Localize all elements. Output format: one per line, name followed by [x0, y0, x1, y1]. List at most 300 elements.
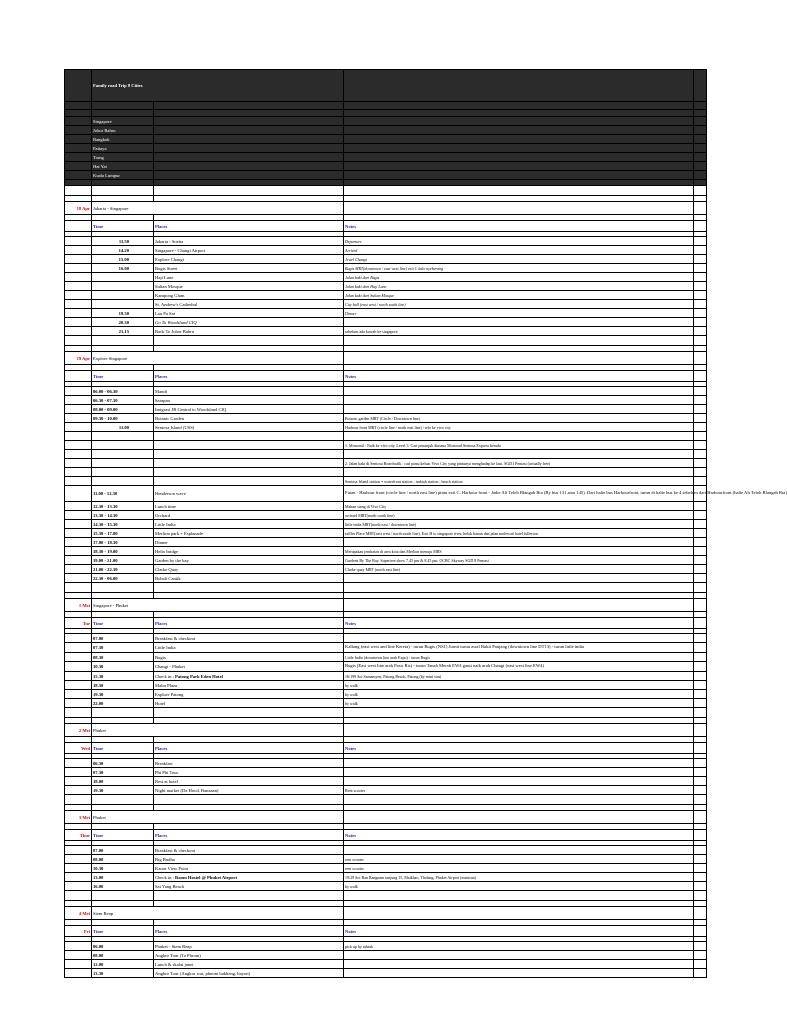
col-places-header: Places — [154, 926, 344, 937]
table-row — [65, 759, 707, 768]
time-cell — [92, 291, 154, 300]
time-cell: 21.00 - 22.30 — [92, 565, 154, 574]
day-title: Jakarta - Singapore — [92, 202, 344, 215]
table-row — [65, 891, 707, 901]
place-cell — [154, 768, 344, 777]
note-cell: 2. Jalan kaki di Sentosa Boardwalk : cari pintu keluar Vivo City yang pintunya menghadap ke laut. SGD1 Pemasi (actually free) — [344, 459, 694, 468]
note-cell: Harbour front MRT (circle line / north east line) / telo ke vivo city — [344, 423, 694, 432]
table-row — [65, 237, 707, 246]
place-label: Bugis — [155, 654, 166, 660]
table-row — [65, 768, 707, 777]
time-cell: 11.50 — [92, 237, 154, 246]
time-cell: 06.00 — [92, 942, 154, 951]
note-cell: Dinner — [344, 309, 694, 318]
note-cell — [344, 969, 694, 978]
place-cell — [154, 882, 344, 891]
time-cell: 14.20 — [92, 246, 154, 255]
table-row — [65, 432, 707, 441]
note-cell — [344, 574, 694, 583]
place-cell — [154, 855, 344, 864]
place-cell — [154, 502, 344, 511]
place-cell — [154, 634, 344, 643]
day-date: 4 Mei — [65, 907, 92, 920]
day-weekday: Fri — [65, 926, 92, 937]
table-row — [65, 352, 707, 365]
time-cell: 08.30 — [92, 653, 154, 662]
note-cell — [344, 387, 694, 396]
city-item: Bangkok — [92, 135, 154, 144]
note-cell: Sentosa Island station = waterfront station ; imbiah station ; beach station — [344, 477, 694, 486]
place-cell — [154, 387, 344, 396]
time-cell — [92, 477, 154, 486]
table-row — [65, 221, 707, 232]
time-cell: 07.30 — [92, 643, 154, 653]
place-label: Hotel — [155, 700, 166, 706]
table-row — [65, 520, 707, 529]
place-label: Phi Phi Tour — [155, 769, 179, 775]
table-row — [65, 873, 707, 882]
place-label: Breakfast & checkout — [155, 847, 196, 853]
note-cell: Gardens By The Bay. Supertree show 7.45 pm & 8.45 pm. OCBC Skyway SGD 8 Pemasi — [344, 556, 694, 565]
document-title: Family road Trip 8 Cities — [92, 70, 344, 102]
note-cell: Makan siang di Vivo City — [344, 502, 694, 511]
place-label: Karon View Point — [155, 865, 189, 871]
itinerary-table — [64, 69, 787, 978]
note-cell: 19/29 Soi Ban Bangnam tanjung 15, Maikhao, Thalang, Phuket Airport (minivan) — [344, 873, 694, 882]
note-cell: Arrived — [344, 246, 694, 255]
note-cell — [344, 450, 694, 459]
table-row — [65, 502, 707, 511]
table-row — [65, 681, 707, 690]
time-cell — [92, 273, 154, 282]
time-cell: 08.00 — [92, 855, 154, 864]
time-cell: 14.30 - 15.30 — [92, 520, 154, 529]
place-label: Garden by the bay — [155, 557, 189, 563]
table-row — [65, 864, 707, 873]
time-cell: 10.30 — [92, 662, 154, 672]
table-row — [65, 477, 707, 486]
place-label: Breakfast & checkout — [155, 635, 196, 641]
table-row — [65, 583, 707, 593]
time-cell: 07.00 — [92, 634, 154, 643]
place-cell — [154, 759, 344, 768]
time-cell: 19.00 - 21.00 — [92, 556, 154, 565]
note-cell: Jalan kaki dari Sultan Mosque — [344, 291, 694, 300]
day-date: 2 Mei — [65, 724, 92, 737]
col-notes-header: Notes — [344, 371, 694, 382]
city-item: Kuala Lumpur — [92, 171, 154, 180]
place-label: Malin Plaza — [155, 682, 178, 688]
place-label: Imigrasi JB Central to Woodsland CIQ — [155, 406, 227, 412]
note-cell: by walk — [344, 681, 694, 690]
place-cell — [154, 681, 344, 690]
table-row — [65, 786, 707, 795]
col-notes-header: Notes — [344, 743, 694, 754]
table-row — [65, 459, 707, 468]
table-row — [65, 135, 707, 144]
time-cell — [92, 300, 154, 309]
place-cell — [154, 468, 344, 477]
col-places-header: Places — [154, 743, 344, 754]
note-cell: rent scooter — [344, 855, 694, 864]
place-label: Haji Lane — [155, 274, 174, 280]
note-cell — [344, 777, 694, 786]
place-cell — [154, 414, 344, 423]
note-cell — [344, 538, 694, 547]
table-row — [65, 653, 707, 662]
place-label: Bobok Cantik — [155, 575, 181, 581]
table-row — [65, 117, 707, 126]
table-row — [65, 599, 707, 612]
day-title: Phuket — [92, 811, 344, 824]
table-row — [65, 951, 707, 960]
time-cell: 13.30 - 14.30 — [92, 511, 154, 520]
place-cell — [154, 547, 344, 556]
place-label: Sarapan — [155, 397, 170, 403]
place-cell — [154, 942, 344, 951]
time-cell: 08.00 - 09.00 — [92, 405, 154, 414]
time-cell: 19.30 — [92, 309, 154, 318]
day-date: 18 Apr — [65, 202, 92, 215]
note-cell — [344, 634, 694, 643]
note-cell: Kallang (east west and line Kereta) - turun Bugis (NS1) Jurnit turun awal Bukit Panjang (downtown line DT13) - turun little india — [344, 643, 694, 653]
place-cell — [154, 969, 344, 978]
note-cell: Jalan kaki dari Haji Lane — [344, 282, 694, 291]
col-places-header: Places — [154, 830, 344, 841]
place-cell — [154, 556, 344, 565]
time-cell: 21.15 — [92, 327, 154, 336]
table-row — [65, 529, 707, 538]
place-label: Explore Changi — [155, 256, 184, 262]
time-cell: 06.30 - 07.30 — [92, 396, 154, 405]
time-cell: 18.30 - 19.00 — [92, 547, 154, 556]
table-row — [65, 969, 707, 978]
table-row — [65, 273, 707, 282]
col-notes-header: Notes — [344, 618, 694, 629]
note-cell — [344, 468, 694, 477]
table-row — [65, 450, 707, 459]
table-row — [65, 486, 707, 502]
table-row — [65, 907, 707, 920]
note-cell — [344, 951, 694, 960]
place-label: Phuket - Siem Reap — [155, 943, 192, 949]
table-row — [65, 699, 707, 708]
col-notes-header: Notes — [344, 830, 694, 841]
place-cell — [154, 574, 344, 583]
note-cell: Clarke quay MRT (north east line) — [344, 565, 694, 574]
city-item: Pattaya — [92, 144, 154, 153]
time-cell: 06.30 — [92, 759, 154, 768]
place-cell — [154, 273, 344, 282]
note-cell: Jewel Changi — [344, 255, 694, 264]
place-cell — [154, 309, 344, 318]
table-row — [65, 942, 707, 951]
place-label: Henderson wave — [155, 491, 186, 496]
place-cell — [154, 405, 344, 414]
col-places-header: Places — [154, 371, 344, 382]
place-label: Botanic Garden — [155, 415, 184, 421]
col-time-header: Time — [92, 743, 154, 754]
place-cell — [154, 450, 344, 459]
col-time-header: Time — [92, 830, 154, 841]
table-row — [65, 708, 707, 718]
place-cell — [154, 477, 344, 486]
note-cell: orchard MRT(north south line) — [344, 511, 694, 520]
table-row — [65, 690, 707, 699]
note-cell — [344, 960, 694, 969]
time-cell: 19.30 — [92, 690, 154, 699]
note-cell — [344, 846, 694, 855]
time-cell: 15.00 — [92, 255, 154, 264]
note-cell: Rent scooter — [344, 786, 694, 795]
place-label: Orchard — [155, 512, 171, 518]
table-row — [65, 743, 707, 754]
time-cell: 20.30 — [92, 318, 154, 327]
place-label: Mandi — [155, 388, 167, 394]
time-cell: 16.00 — [92, 882, 154, 891]
time-cell: 07.00 — [92, 846, 154, 855]
place-cell — [154, 951, 344, 960]
note-cell: sebelum ada kawah ke singapore — [344, 327, 694, 336]
table-row — [65, 309, 707, 318]
itinerary-body — [65, 70, 787, 978]
place-label: Check in : — [155, 874, 176, 880]
place-cell — [154, 846, 344, 855]
place-label: Explore Patong — [155, 691, 184, 697]
time-cell — [92, 459, 154, 468]
table-row — [65, 643, 707, 653]
note-cell: by walk — [344, 690, 694, 699]
place-cell — [154, 486, 344, 502]
city-item: Hat Yai — [92, 162, 154, 171]
place-cell — [154, 441, 344, 450]
place-cell — [154, 786, 344, 795]
time-cell — [92, 468, 154, 477]
time-cell: 06.00 - 06.30 — [92, 387, 154, 396]
table-row — [65, 264, 707, 273]
day-title: Phuket — [92, 724, 344, 737]
place-label: Dinner — [155, 539, 168, 545]
day-weekday: Tue — [65, 618, 92, 629]
time-cell: 13.30 — [92, 969, 154, 978]
place-label: Bugis Street — [155, 265, 178, 271]
note-cell: Bugis MRT(downtown / east west line) exit C kalo nyeberang — [344, 264, 694, 273]
col-notes-header: Notes — [344, 221, 694, 232]
place-label: Back To Johor Bahru — [155, 328, 195, 334]
place-cell — [154, 565, 344, 574]
place-cell — [154, 291, 344, 300]
note-cell — [344, 318, 694, 327]
table-row — [65, 565, 707, 574]
note-cell — [344, 405, 694, 414]
time-cell: 12.00 — [92, 960, 154, 969]
place-label: Go To Woodsland CIQ — [155, 319, 197, 325]
table-row — [65, 556, 707, 565]
table-row — [65, 547, 707, 556]
place-label: Sentosa Island (USS) — [155, 424, 195, 430]
note-cell: rent scooter — [344, 864, 694, 873]
table-row — [65, 511, 707, 520]
place-label: Changi - Phuket — [155, 664, 185, 669]
place-label: Lunch & skalat janet — [155, 961, 194, 967]
table-row — [65, 441, 707, 450]
city-item: Johor Bahru — [92, 126, 154, 135]
day-weekday: Thur — [65, 830, 92, 841]
table-row — [65, 795, 707, 805]
table-row — [65, 811, 707, 824]
table-row — [65, 618, 707, 629]
note-cell: City hall (east west / north south line) — [344, 300, 694, 309]
place-label: Lunch time — [155, 503, 177, 509]
table-row — [65, 423, 707, 432]
place-label: Rest at hotel — [155, 778, 178, 784]
table-row — [65, 855, 707, 864]
day-weekday — [65, 371, 92, 382]
place-cell — [154, 662, 344, 672]
place-cell — [154, 327, 344, 336]
table-row — [65, 144, 707, 153]
table-row — [65, 153, 707, 162]
table-row — [65, 318, 707, 327]
place-label: Angkor Tour (Angkor wat, phnom bakheng, bayon) — [155, 970, 251, 976]
time-cell: 11.00 - 12.30 — [92, 486, 154, 502]
note-cell — [344, 759, 694, 768]
day-date: 19 Apr — [65, 352, 92, 365]
time-cell: 09.30 - 10.00 — [92, 414, 154, 423]
place-label: Big Budha — [155, 856, 175, 862]
time-cell: 15.30 — [92, 672, 154, 681]
table-row — [65, 468, 707, 477]
place-label: Kampong Glam — [155, 292, 185, 298]
table-row — [65, 396, 707, 405]
table-row — [65, 282, 707, 291]
place-cell — [154, 264, 344, 273]
hotel-name: Patong Park Eden Hotel — [175, 673, 223, 679]
time-cell: 17.00 - 18.30 — [92, 538, 154, 547]
place-cell — [154, 538, 344, 547]
place-label: Angkor Tour (Ta Phrom) — [155, 952, 201, 958]
day-weekday: Wed — [65, 743, 92, 754]
table-row — [65, 202, 707, 215]
time-cell: 19.30 — [92, 786, 154, 795]
place-label: Little India — [155, 521, 176, 527]
table-row — [65, 724, 707, 737]
place-label: Jakarta - Soetta — [155, 238, 184, 244]
place-label: Merlion park + Esplanade — [155, 530, 203, 536]
table-row — [65, 960, 707, 969]
place-label: Lau Pa Sat — [155, 310, 175, 316]
place-cell — [154, 653, 344, 662]
note-cell: by walk — [344, 699, 694, 708]
note-cell — [344, 432, 694, 441]
time-cell — [92, 432, 154, 441]
table-row — [65, 882, 707, 891]
time-cell: 18.00 — [92, 777, 154, 786]
table-row — [65, 414, 707, 423]
table-row — [65, 538, 707, 547]
place-cell — [154, 777, 344, 786]
place-cell — [154, 520, 344, 529]
day-title: Singapore - Phuket — [92, 599, 344, 612]
place-cell — [154, 237, 344, 246]
time-cell: 13.00 — [92, 873, 154, 882]
day-title: Siem Reap — [92, 907, 344, 920]
col-time-header: Time — [92, 618, 154, 629]
note-cell — [344, 768, 694, 777]
place-label: Helix bridge — [155, 548, 179, 554]
city-item: Trang — [92, 153, 154, 162]
place-cell — [154, 246, 344, 255]
place-cell — [154, 643, 344, 653]
time-cell: 12.30 - 13.30 — [92, 502, 154, 511]
time-cell: 08.00 — [92, 951, 154, 960]
table-row — [65, 371, 707, 382]
note-cell: pick up by tuktuk — [344, 942, 694, 951]
place-cell — [154, 423, 344, 432]
day-date: 1 Mei — [65, 599, 92, 612]
table-row — [65, 926, 707, 937]
table-row — [65, 672, 707, 681]
note-cell: Departure — [344, 237, 694, 246]
col-time-header: Time — [92, 221, 154, 232]
place-cell — [154, 873, 344, 882]
day-title: Explore Singapore — [92, 352, 344, 365]
spreadsheet — [64, 69, 787, 976]
col-time-header: Time — [92, 926, 154, 937]
table-row — [65, 171, 707, 180]
place-cell — [154, 864, 344, 873]
table-row — [65, 327, 707, 336]
place-cell — [154, 529, 344, 538]
place-cell — [154, 282, 344, 291]
table-row — [65, 846, 707, 855]
place-label: Check in : — [155, 673, 176, 679]
table-row — [65, 574, 707, 583]
place-cell — [154, 960, 344, 969]
note-cell: 1. Monorail : Naik ke vivo city, Level 3. Cari penunjuk dimana Monorail Sentosa Express berada — [344, 441, 694, 450]
time-cell — [92, 282, 154, 291]
time-cell: 18.30 — [92, 681, 154, 690]
table-row — [65, 634, 707, 643]
note-cell: Little India (downtown line arah Expo) - turun Bugis — [344, 653, 694, 662]
place-label: Clarke Quay — [155, 566, 179, 572]
note-cell — [344, 396, 694, 405]
place-cell — [154, 672, 344, 681]
table-row — [65, 246, 707, 255]
note-cell: Futan - Harbour front (circle line / north east line) pintu exit C. Harbour front - Jadie Alt Teloh Blangah Rta (By bus 131 atau 145). Dari halte bus Harbourfront, turun di halte bus ke 4 sebelum dari Harbourfront (halte Alt Teloh Blangah Rta) — [344, 486, 694, 502]
col-places-header: Places — [154, 221, 344, 232]
table-row — [65, 300, 707, 309]
col-notes-header: Notes — [344, 926, 694, 937]
note-cell: little india MRT(north east / downtown line) — [344, 520, 694, 529]
table-row — [65, 255, 707, 264]
place-cell — [154, 300, 344, 309]
place-cell — [154, 396, 344, 405]
note-cell: Botanic garden MRT (Circle / Downtown line) — [344, 414, 694, 423]
time-cell: 07.30 — [92, 768, 154, 777]
note-cell: Merupakan jembatan di area kota dan Merlion menuju MBS — [344, 547, 694, 556]
table-row — [65, 830, 707, 841]
time-cell: 22.30 - 06.00 — [92, 574, 154, 583]
place-label: St. Andrew's Cathedral — [155, 301, 198, 307]
table-row — [65, 405, 707, 414]
time-cell: 16.00 — [92, 264, 154, 273]
time-cell — [92, 441, 154, 450]
table-row — [65, 162, 707, 171]
hotel-name: Room Hostel @ Phuket Airport — [175, 874, 237, 880]
place-cell — [154, 432, 344, 441]
time-cell: 10.30 — [92, 864, 154, 873]
